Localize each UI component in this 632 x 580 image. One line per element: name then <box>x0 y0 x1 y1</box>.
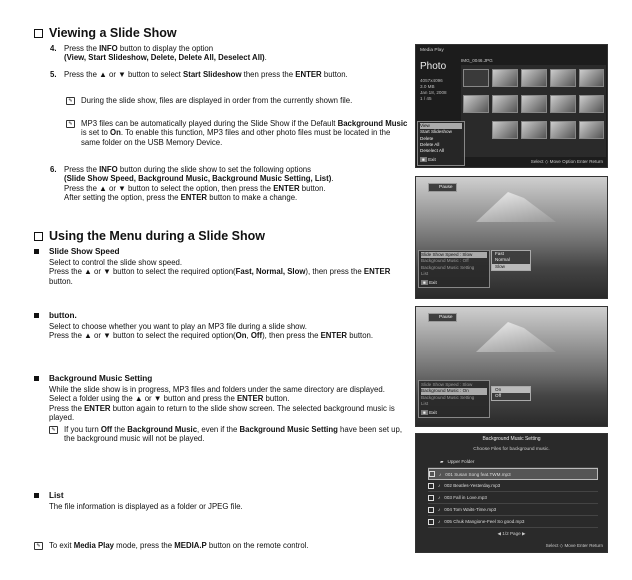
menu-item-view[interactable]: View <box>420 123 462 129</box>
note-icon: ✎ <box>66 97 75 105</box>
note-5b: ✎ MP3 files can be automatically played during the Slide Show if the Default Background Music is set to On. To enable this function, MP3 files and other photo files must be located in the same folder on the USB Memory Device. <box>66 119 411 147</box>
final-note: ✎ To exit Media Play mode, press the MEDIA.P button on the remote control. <box>34 541 409 550</box>
option-normal[interactable]: Normal <box>495 257 510 263</box>
step-6: 6. Press the INFO button during the slide show to set the following options (Slide Show Speed, Background Music, Background Music Setting, List). Press the ▲ or ▼ button to select the option, then press the ENTER button. After setting the option, press the ENTER button to make a change. <box>50 165 334 203</box>
list-item[interactable]: ♪ 003 Fall in Love.mp3 <box>428 492 598 504</box>
bullet-icon <box>34 313 39 318</box>
thumbnail[interactable] <box>579 121 604 139</box>
music-note-icon: ♪ <box>438 519 441 524</box>
note-icon: ✎ <box>34 542 43 550</box>
menu-item-deselect-all[interactable]: Deselect All <box>420 148 445 154</box>
checkbox[interactable] <box>428 495 434 501</box>
slideshow-menu: Slide Show Speed : Slow Background Music : Off Background Music Setting List ■ Exit <box>418 250 490 288</box>
section-title-using-menu: Using the Menu during a Slide Show <box>34 229 265 243</box>
menu-item-delete[interactable]: Delete <box>420 135 434 141</box>
mountain-shape <box>476 192 556 222</box>
slideshow-menu: Slide Show Speed : Slow Background Music : On Background Music Setting List ■ Exit <box>418 380 490 418</box>
thumbnail[interactable] <box>579 95 604 113</box>
checkbox[interactable] <box>428 507 434 513</box>
step-4: 4. Press the INFO button to display the option (View, Start Slideshow, Delete, Delete All, Deselect All). <box>50 44 267 63</box>
screen-background-music <box>415 306 608 427</box>
checkbox-icon <box>34 29 43 38</box>
bullet-icon <box>34 493 39 498</box>
thumbnail[interactable] <box>521 95 547 113</box>
checkbox[interactable] <box>429 471 435 477</box>
menu-item-music[interactable]: Background Music : Off <box>421 258 469 264</box>
list-item[interactable]: ▰ Upper Folder <box>428 456 598 468</box>
music-note-icon: ♪ <box>438 507 441 512</box>
option-off[interactable]: Off <box>495 393 502 399</box>
step-5: 5. Press the ▲ or ▼ button to select Start Slideshow then press the ENTER button. <box>50 70 348 79</box>
section-title-viewing: Viewing a Slide Show <box>34 26 177 40</box>
music-note-icon: ♪ <box>438 483 441 488</box>
thumbnail[interactable] <box>550 121 576 139</box>
pause-indicator: Pause <box>428 183 457 192</box>
menu-item-music-setting[interactable]: Background Music Setting <box>421 264 475 270</box>
checkbox[interactable] <box>428 483 434 489</box>
screen-slide-speed <box>415 176 608 299</box>
music-options <box>491 386 531 401</box>
thumbnail[interactable] <box>579 69 604 87</box>
photo-title: Photo <box>420 61 447 72</box>
mountain-shape <box>476 322 556 352</box>
thumbnail[interactable] <box>521 121 547 139</box>
thumbnail-grid <box>461 65 606 157</box>
sub-background-music: button. Select to choose whether you want to play an MP3 file during a slide show. Press the ▲ or ▼ button to select the required option(On, Off), then press the ENTER button. <box>34 311 409 341</box>
menu-item-music-setting[interactable]: Background Music Setting <box>421 394 475 400</box>
note-5a: ✎ During the slide show, files are displayed in order from the currently shown file. <box>66 96 411 105</box>
folder-icon: ▰ <box>440 458 444 464</box>
list-item[interactable]: ♪ 005 Chuk Mangione-Feel So good.mp3 <box>428 516 598 528</box>
pause-indicator: Pause <box>428 313 457 322</box>
note-icon: ✎ <box>66 120 75 128</box>
sub-slide-show-speed: Slide Show Speed Select to control the slide show speed. Press the ▲ or ▼ button to select the required option(Fast, Normal, Slow), then press the ENTER button. <box>34 247 409 286</box>
option-slow[interactable]: Slow <box>492 264 530 270</box>
bullet-icon <box>34 249 39 254</box>
list-item[interactable]: ♪ 001 Susan Song feat.TWM.mp3 <box>428 468 598 480</box>
menu-item-list[interactable]: List <box>421 270 429 276</box>
option-on[interactable]: On <box>492 387 530 393</box>
menu-item-speed[interactable]: Slide Show Speed : Slow <box>421 382 473 387</box>
list-item[interactable]: ♪ 004 Tom Waits-Time.mp3 <box>428 504 598 516</box>
thumbnail[interactable] <box>521 69 547 87</box>
note-icon: ✎ <box>49 426 58 434</box>
photo-info: 4057x4096 3.0 MB Jan 18, 2008 1 / 45 <box>420 78 447 101</box>
sub-list: List The file information is displayed as a folder or JPEG file. <box>34 491 409 511</box>
thumbnail[interactable] <box>492 69 518 87</box>
screen-footer: Select ◇ Move Option Enter Return <box>530 159 603 164</box>
thumbnail[interactable] <box>550 69 576 87</box>
screen-photo-browser: Media Play Photo 4057x4096 3.0 MB Jan 18, 2008 1 / 45 IMG_0046.JPG View Start Slideshow Delete Delete All Deselect All ■ Exit Select ◇ Move Option Enter Return <box>415 44 608 168</box>
checkbox-icon <box>34 232 43 241</box>
sub-background-music-setting: Background Music Setting While the slide show is in progress, MP3 files and folders under the same directory are displayed. Select a folder using the ▲ or ▼ button and press the ENTER button. Press the ENTER button again to return to the slide show screen. The selected background music is played. ✎ If you turn Off the Background Music, even if the Background Music Setting have been set up, the background music will not be played. <box>34 374 409 443</box>
music-note-icon: ♪ <box>439 471 442 477</box>
list-item[interactable]: ♪ 002 Beatles-Yesterday.mp3 <box>428 480 598 492</box>
screen-music-setting: Background Music Setting Choose Files for background music. ▰ Upper Folder ♪ 001 Susan Song feat.TWM.mp3 ♪ 002 Beatles-Yesterday.mp3 ♪ 003 Fall in Love.mp3 ♪ 004 Tom Waits-Time.mp3 ♪ 005 Chuk Mangione-Feel So good.mp3 ◀ 1/2 Page ▶ Select ◇ Move Enter Return <box>415 433 608 553</box>
menu-item-speed[interactable]: Slide Show Speed : Slow <box>421 252 487 258</box>
option-menu: View Start Slideshow Delete Delete All Deselect All ■ Exit <box>417 121 465 166</box>
music-note-icon: ♪ <box>438 495 441 500</box>
thumbnail[interactable] <box>492 121 518 139</box>
menu-item-music[interactable]: Background Music : On <box>421 388 487 394</box>
music-file-list <box>428 456 598 528</box>
speed-options <box>491 250 531 271</box>
thumbnail[interactable] <box>463 95 489 113</box>
thumbnail[interactable] <box>492 95 518 113</box>
page-indicator: ◀ 1/2 Page ▶ <box>497 531 526 536</box>
screen-footer: Select ◇ Move Enter Return <box>545 543 603 548</box>
menu-item-list[interactable]: List <box>421 400 429 406</box>
menu-item-start-slideshow[interactable]: Start Slideshow <box>420 129 452 135</box>
option-fast[interactable]: Fast <box>495 251 504 256</box>
menu-item-delete-all[interactable]: Delete All <box>420 141 440 147</box>
thumbnail[interactable] <box>550 95 576 113</box>
thumbnail[interactable] <box>463 69 489 87</box>
bullet-icon <box>34 376 39 381</box>
checkbox[interactable] <box>428 519 434 525</box>
